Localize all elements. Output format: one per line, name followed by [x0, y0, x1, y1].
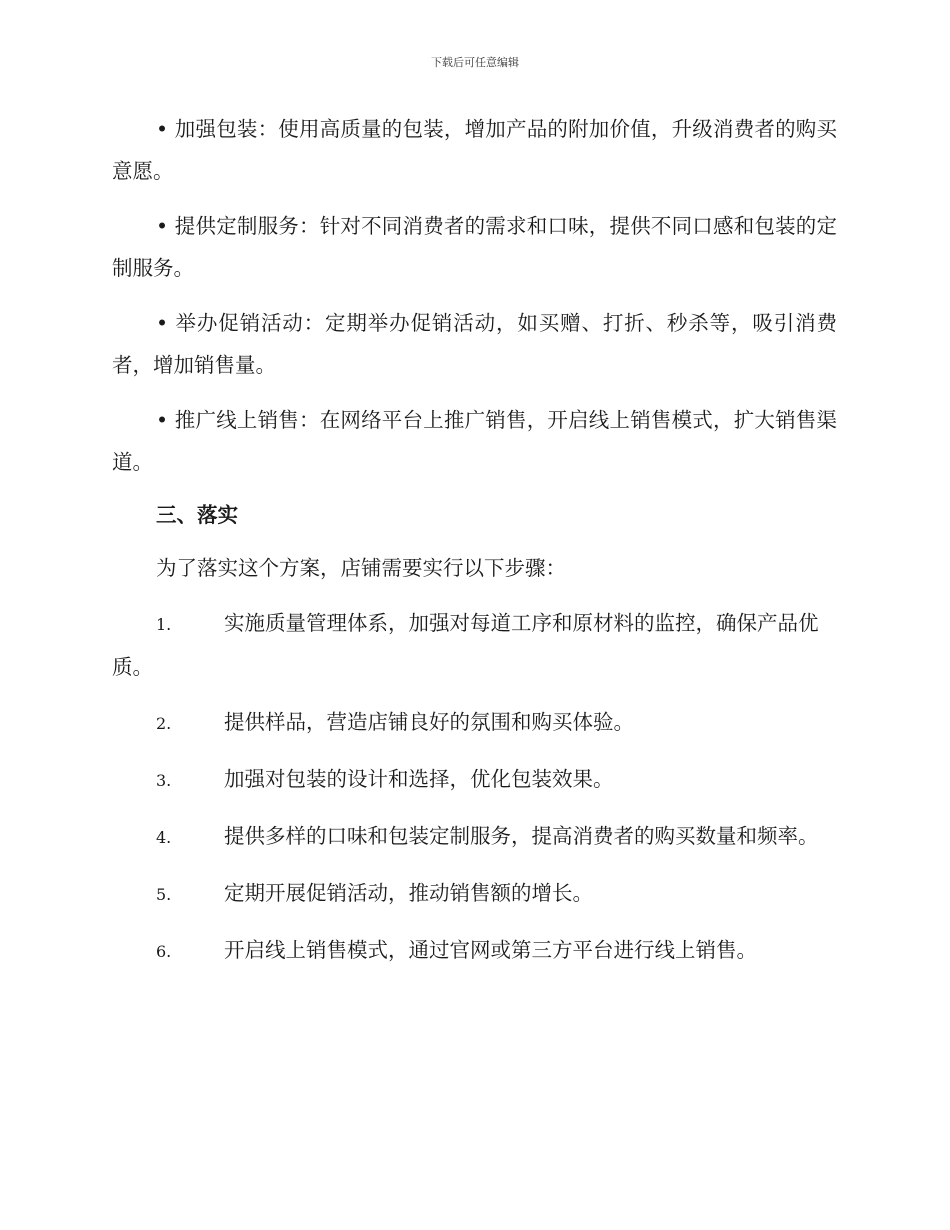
step-item: [112, 758, 837, 802]
section-intro: 为了落实这个方案，店铺需要实行以下步骤：: [156, 556, 566, 580]
step-text: 定期开展促销活动，推动销售额的增长。: [224, 881, 593, 905]
step-text: 提供多样的口味和包装定制服务，提高消费者的购买数量和频率。: [224, 824, 819, 848]
step-number: 2.: [156, 714, 172, 733]
bullet-promotion: • 举办促销活动：定期举办促销活动，如买赠、打折、秒杀等，吸引消费者，增加销售量。: [112, 311, 837, 377]
step-text: 提供样品，营造店铺良好的氛围和购买体验。: [224, 710, 634, 734]
step-item: [112, 602, 837, 688]
step-text: 开启线上销售模式，通过官网或第三方平台进行线上销售。: [224, 938, 757, 962]
step-item: [112, 815, 837, 859]
step-number: 1.: [156, 615, 172, 634]
step-item: [112, 929, 837, 973]
step-item: [112, 872, 837, 916]
bullet-custom-service: • 提供定制服务：针对不同消费者的需求和口味，提供不同口感和包装的定制服务。: [112, 214, 837, 280]
document-body: [112, 108, 837, 986]
step-item: [112, 701, 837, 745]
page-header: 下载后可任意编辑: [431, 56, 519, 69]
step-text: 实施质量管理体系，加强对每道工序和原材料的监控，确保产品优质。: [112, 611, 819, 679]
step-number: 3.: [156, 771, 172, 790]
bullet-packaging: • 加强包装：使用高质量的包装，增加产品的附加价值，升级消费者的购买意愿。: [112, 117, 837, 183]
bullet-online-sales: • 推广线上销售：在网络平台上推广销售，开启线上销售模式，扩大销售渠道。: [112, 408, 837, 474]
step-number: 6.: [156, 942, 172, 961]
section-heading: 三、落实: [156, 503, 238, 527]
step-number: 5.: [156, 885, 172, 904]
step-number: 4.: [156, 828, 172, 847]
step-text: 加强对包装的设计和选择，优化包装效果。: [224, 767, 614, 791]
